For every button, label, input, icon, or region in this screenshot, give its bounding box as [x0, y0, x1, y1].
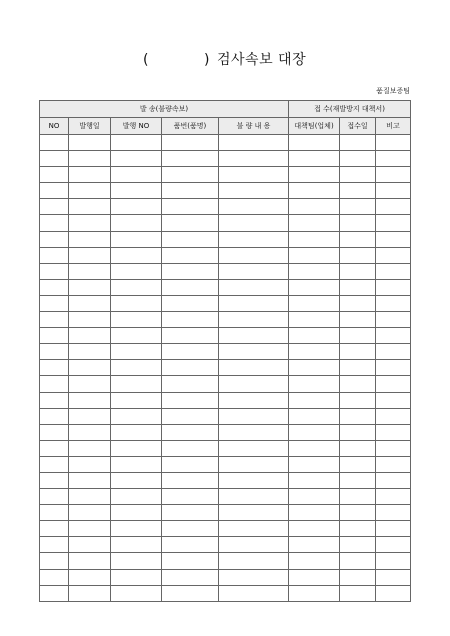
table-cell[interactable] [40, 344, 69, 360]
table-cell[interactable] [340, 247, 376, 263]
table-cell[interactable] [40, 312, 69, 328]
table-cell[interactable] [376, 328, 411, 344]
table-cell[interactable] [376, 505, 411, 521]
table-cell[interactable] [40, 456, 69, 472]
table-cell[interactable] [111, 392, 162, 408]
table-cell[interactable] [376, 263, 411, 279]
table-cell[interactable] [219, 537, 289, 553]
table-cell[interactable] [340, 569, 376, 585]
table-row [40, 263, 411, 279]
table-cell[interactable] [69, 392, 111, 408]
table-cell[interactable] [289, 279, 340, 295]
table-cell[interactable] [111, 328, 162, 344]
table-cell[interactable] [162, 263, 219, 279]
table-cell[interactable] [289, 376, 340, 392]
table-cell[interactable] [162, 312, 219, 328]
table-cell[interactable] [289, 183, 340, 199]
table-cell[interactable] [162, 553, 219, 569]
table-cell[interactable] [111, 183, 162, 199]
table-row [40, 569, 411, 585]
table-cell[interactable] [111, 537, 162, 553]
table-cell[interactable] [376, 360, 411, 376]
table-cell[interactable] [40, 376, 69, 392]
table-cell[interactable] [162, 360, 219, 376]
table-cell[interactable] [40, 472, 69, 488]
table-cell[interactable] [340, 215, 376, 231]
table-cell[interactable] [40, 215, 69, 231]
table-cell[interactable] [219, 344, 289, 360]
table-cell[interactable] [340, 408, 376, 424]
table-cell[interactable] [162, 440, 219, 456]
table-cell[interactable] [111, 279, 162, 295]
table-cell[interactable] [162, 456, 219, 472]
table-cell[interactable] [69, 151, 111, 167]
table-row [40, 312, 411, 328]
table-cell[interactable] [40, 199, 69, 215]
table-cell[interactable] [111, 489, 162, 505]
table-row [40, 231, 411, 247]
table-cell[interactable] [69, 183, 111, 199]
table-row [40, 408, 411, 424]
table-cell[interactable] [340, 167, 376, 183]
table-cell[interactable] [219, 472, 289, 488]
table-cell[interactable] [219, 505, 289, 521]
table-cell[interactable] [289, 505, 340, 521]
table-row [40, 279, 411, 295]
table-cell[interactable] [162, 408, 219, 424]
table-cell[interactable] [69, 199, 111, 215]
table-cell[interactable] [376, 440, 411, 456]
table-cell[interactable] [219, 360, 289, 376]
table-row [40, 585, 411, 601]
table-cell[interactable] [162, 505, 219, 521]
ledger-body [40, 135, 411, 602]
table-cell[interactable] [40, 231, 69, 247]
table-row [40, 440, 411, 456]
table-cell[interactable] [162, 489, 219, 505]
table-cell[interactable] [219, 167, 289, 183]
table-cell[interactable] [289, 263, 340, 279]
table-cell[interactable] [40, 553, 69, 569]
table-cell[interactable] [69, 472, 111, 488]
table-cell[interactable] [69, 489, 111, 505]
table-cell[interactable] [289, 328, 340, 344]
team-label: 품질보증팀 [376, 87, 410, 95]
table-cell[interactable] [40, 521, 69, 537]
table-cell[interactable] [340, 151, 376, 167]
table-cell[interactable] [376, 151, 411, 167]
col-header-remarks: 비고 [376, 118, 411, 135]
table-row [40, 295, 411, 311]
table-cell[interactable] [219, 408, 289, 424]
table-cell[interactable] [289, 537, 340, 553]
table-cell[interactable] [162, 328, 219, 344]
table-cell[interactable] [219, 521, 289, 537]
table-cell[interactable] [289, 440, 340, 456]
table-cell[interactable] [111, 215, 162, 231]
table-cell[interactable] [162, 537, 219, 553]
table-cell[interactable] [289, 199, 340, 215]
table-cell[interactable] [340, 392, 376, 408]
table-cell[interactable] [340, 553, 376, 569]
table-cell[interactable] [289, 456, 340, 472]
table-cell[interactable] [219, 183, 289, 199]
table-cell[interactable] [289, 472, 340, 488]
table-cell[interactable] [40, 247, 69, 263]
table-cell[interactable] [376, 489, 411, 505]
table-cell[interactable] [289, 135, 340, 151]
table-cell[interactable] [69, 328, 111, 344]
table-cell[interactable] [289, 489, 340, 505]
table-cell[interactable] [111, 424, 162, 440]
table-cell[interactable] [289, 585, 340, 601]
col-header-issue-no: 발행 NO [111, 118, 162, 135]
table-cell[interactable] [376, 247, 411, 263]
table-row [40, 456, 411, 472]
table-cell[interactable] [340, 295, 376, 311]
table-cell[interactable] [111, 295, 162, 311]
table-cell[interactable] [376, 344, 411, 360]
table-cell[interactable] [162, 183, 219, 199]
table-cell[interactable] [69, 344, 111, 360]
table-cell[interactable] [289, 247, 340, 263]
table-cell[interactable] [69, 215, 111, 231]
table-cell[interactable] [340, 537, 376, 553]
table-cell[interactable] [376, 295, 411, 311]
title-open-paren: ( [143, 52, 149, 68]
table-cell[interactable] [376, 424, 411, 440]
table-cell[interactable] [162, 215, 219, 231]
table-cell[interactable] [40, 537, 69, 553]
table-cell[interactable] [289, 151, 340, 167]
table-cell[interactable] [111, 521, 162, 537]
table-cell[interactable] [376, 456, 411, 472]
table-cell[interactable] [376, 215, 411, 231]
table-cell[interactable] [111, 199, 162, 215]
table-row [40, 472, 411, 488]
group-header-receipt: 접 수(재발방지 대책서) [289, 101, 411, 118]
col-header-defect: 불 량 내 용 [219, 118, 289, 135]
table-cell[interactable] [111, 344, 162, 360]
table-cell[interactable] [162, 585, 219, 601]
table-cell[interactable] [289, 215, 340, 231]
table-row [40, 537, 411, 553]
table-cell[interactable] [162, 392, 219, 408]
table-cell[interactable] [376, 392, 411, 408]
table-cell[interactable] [69, 440, 111, 456]
table-cell[interactable] [340, 183, 376, 199]
table-cell[interactable] [111, 569, 162, 585]
table-cell[interactable] [289, 521, 340, 537]
table-cell[interactable] [289, 392, 340, 408]
table-cell[interactable] [40, 408, 69, 424]
table-row [40, 344, 411, 360]
table-cell[interactable] [69, 553, 111, 569]
table-cell[interactable] [376, 585, 411, 601]
table-cell[interactable] [40, 489, 69, 505]
table-cell[interactable] [69, 456, 111, 472]
table-cell[interactable] [219, 440, 289, 456]
table-cell[interactable] [340, 489, 376, 505]
table-cell[interactable] [340, 231, 376, 247]
table-cell[interactable] [111, 312, 162, 328]
table-cell[interactable] [376, 553, 411, 569]
table-cell[interactable] [162, 135, 219, 151]
table-cell[interactable] [69, 424, 111, 440]
table-cell[interactable] [40, 360, 69, 376]
table-cell[interactable] [40, 328, 69, 344]
table-cell[interactable] [69, 537, 111, 553]
table-cell[interactable] [69, 231, 111, 247]
table-cell[interactable] [40, 585, 69, 601]
table-cell[interactable] [376, 537, 411, 553]
table-cell[interactable] [289, 360, 340, 376]
table-cell[interactable] [69, 167, 111, 183]
table-cell[interactable] [162, 279, 219, 295]
table-row [40, 167, 411, 183]
table-cell[interactable] [289, 569, 340, 585]
table-cell[interactable] [219, 135, 289, 151]
table-cell[interactable] [376, 231, 411, 247]
table-cell[interactable] [162, 569, 219, 585]
table-cell[interactable] [376, 521, 411, 537]
table-cell[interactable] [69, 569, 111, 585]
table-cell[interactable] [40, 505, 69, 521]
table-cell[interactable] [219, 247, 289, 263]
table-cell[interactable] [340, 312, 376, 328]
table-cell[interactable] [111, 376, 162, 392]
title-close-paren: ) [204, 52, 210, 68]
table-cell[interactable] [111, 151, 162, 167]
table-cell[interactable] [40, 569, 69, 585]
table-cell[interactable] [40, 135, 69, 151]
table-row [40, 199, 411, 215]
table-cell[interactable] [40, 392, 69, 408]
table-cell[interactable] [111, 135, 162, 151]
table-cell[interactable] [376, 569, 411, 585]
table-cell[interactable] [289, 312, 340, 328]
table-cell[interactable] [340, 360, 376, 376]
table-row [40, 521, 411, 537]
table-cell[interactable] [111, 247, 162, 263]
table-cell[interactable] [162, 231, 219, 247]
table-row [40, 553, 411, 569]
table-cell[interactable] [340, 135, 376, 151]
table-cell[interactable] [69, 295, 111, 311]
table-cell[interactable] [111, 553, 162, 569]
table-cell[interactable] [162, 295, 219, 311]
table-cell[interactable] [219, 263, 289, 279]
col-header-team: 대책팀(업체) [289, 118, 340, 135]
table-row [40, 376, 411, 392]
table-cell[interactable] [376, 167, 411, 183]
col-header-issue-date: 발행일 [69, 118, 111, 135]
table-cell[interactable] [219, 424, 289, 440]
table-cell[interactable] [40, 263, 69, 279]
table-cell[interactable] [69, 408, 111, 424]
table-cell[interactable] [289, 408, 340, 424]
table-cell[interactable] [219, 312, 289, 328]
table-cell[interactable] [289, 167, 340, 183]
table-cell[interactable] [340, 585, 376, 601]
table-cell[interactable] [111, 231, 162, 247]
table-cell[interactable] [340, 344, 376, 360]
table-cell[interactable] [340, 199, 376, 215]
group-header-dispatch: 발 송(불량속보) [40, 101, 289, 118]
table-cell[interactable] [40, 151, 69, 167]
table-cell[interactable] [376, 408, 411, 424]
table-cell[interactable] [162, 344, 219, 360]
table-cell[interactable] [376, 312, 411, 328]
table-cell[interactable] [219, 151, 289, 167]
table-cell[interactable] [162, 151, 219, 167]
table-row [40, 505, 411, 521]
table-cell[interactable] [69, 247, 111, 263]
table-cell[interactable] [111, 440, 162, 456]
table-cell[interactable] [340, 263, 376, 279]
table-cell[interactable] [340, 279, 376, 295]
table-row [40, 328, 411, 344]
table-cell[interactable] [111, 505, 162, 521]
table-cell[interactable] [219, 392, 289, 408]
table-cell[interactable] [162, 472, 219, 488]
table-cell[interactable] [289, 553, 340, 569]
table-cell[interactable] [111, 585, 162, 601]
table-cell[interactable] [289, 231, 340, 247]
table-cell[interactable] [69, 505, 111, 521]
table-cell[interactable] [111, 167, 162, 183]
table-cell[interactable] [376, 472, 411, 488]
col-header-no: NO [40, 118, 69, 135]
table-cell[interactable] [69, 521, 111, 537]
table-row [40, 215, 411, 231]
col-header-receipt-date: 접수일 [340, 118, 376, 135]
table-row [40, 151, 411, 167]
table-cell[interactable] [219, 215, 289, 231]
table-cell[interactable] [376, 376, 411, 392]
table-cell[interactable] [340, 505, 376, 521]
table-cell[interactable] [40, 295, 69, 311]
table-cell[interactable] [219, 489, 289, 505]
table-cell[interactable] [340, 521, 376, 537]
table-cell[interactable] [40, 279, 69, 295]
table-cell[interactable] [340, 424, 376, 440]
table-cell[interactable] [111, 472, 162, 488]
table-cell[interactable] [376, 135, 411, 151]
table-cell[interactable] [162, 521, 219, 537]
table-cell[interactable] [340, 456, 376, 472]
table-cell[interactable] [340, 328, 376, 344]
table-cell[interactable] [219, 199, 289, 215]
table-cell[interactable] [162, 376, 219, 392]
table-cell[interactable] [69, 376, 111, 392]
inspection-ledger-table [39, 100, 411, 602]
table-cell[interactable] [69, 135, 111, 151]
table-cell[interactable] [340, 440, 376, 456]
document-title [0, 49, 450, 71]
table-cell[interactable] [40, 167, 69, 183]
table-row [40, 183, 411, 199]
table-cell[interactable] [289, 295, 340, 311]
table-cell[interactable] [219, 553, 289, 569]
table-cell[interactable] [162, 199, 219, 215]
table-cell[interactable] [111, 456, 162, 472]
table-cell[interactable] [111, 360, 162, 376]
table-cell[interactable] [289, 344, 340, 360]
table-cell[interactable] [69, 263, 111, 279]
table-cell[interactable] [219, 295, 289, 311]
table-cell[interactable] [162, 247, 219, 263]
table-cell[interactable] [376, 279, 411, 295]
table-row [40, 424, 411, 440]
table-cell[interactable] [69, 312, 111, 328]
table-cell[interactable] [40, 424, 69, 440]
table-cell[interactable] [111, 408, 162, 424]
table-cell[interactable] [40, 440, 69, 456]
table-cell[interactable] [340, 376, 376, 392]
table-cell[interactable] [219, 279, 289, 295]
table-cell[interactable] [219, 585, 289, 601]
table-row [40, 360, 411, 376]
table-cell[interactable] [219, 328, 289, 344]
table-row [40, 392, 411, 408]
table-cell[interactable] [40, 183, 69, 199]
table-cell[interactable] [289, 424, 340, 440]
table-row [40, 247, 411, 263]
title-text: 검사속보 대장 [217, 52, 307, 68]
table-cell[interactable] [219, 456, 289, 472]
table-cell[interactable] [219, 569, 289, 585]
table-cell[interactable] [376, 183, 411, 199]
table-cell[interactable] [219, 376, 289, 392]
table-cell[interactable] [111, 263, 162, 279]
table-cell[interactable] [69, 360, 111, 376]
table-cell[interactable] [219, 231, 289, 247]
table-row [40, 489, 411, 505]
table-cell[interactable] [69, 279, 111, 295]
table-cell[interactable] [162, 424, 219, 440]
table-cell[interactable] [162, 167, 219, 183]
table-cell[interactable] [340, 472, 376, 488]
table-row [40, 135, 411, 151]
col-header-part-no: 품번(품명) [162, 118, 219, 135]
table-cell[interactable] [376, 199, 411, 215]
table-cell[interactable] [69, 585, 111, 601]
